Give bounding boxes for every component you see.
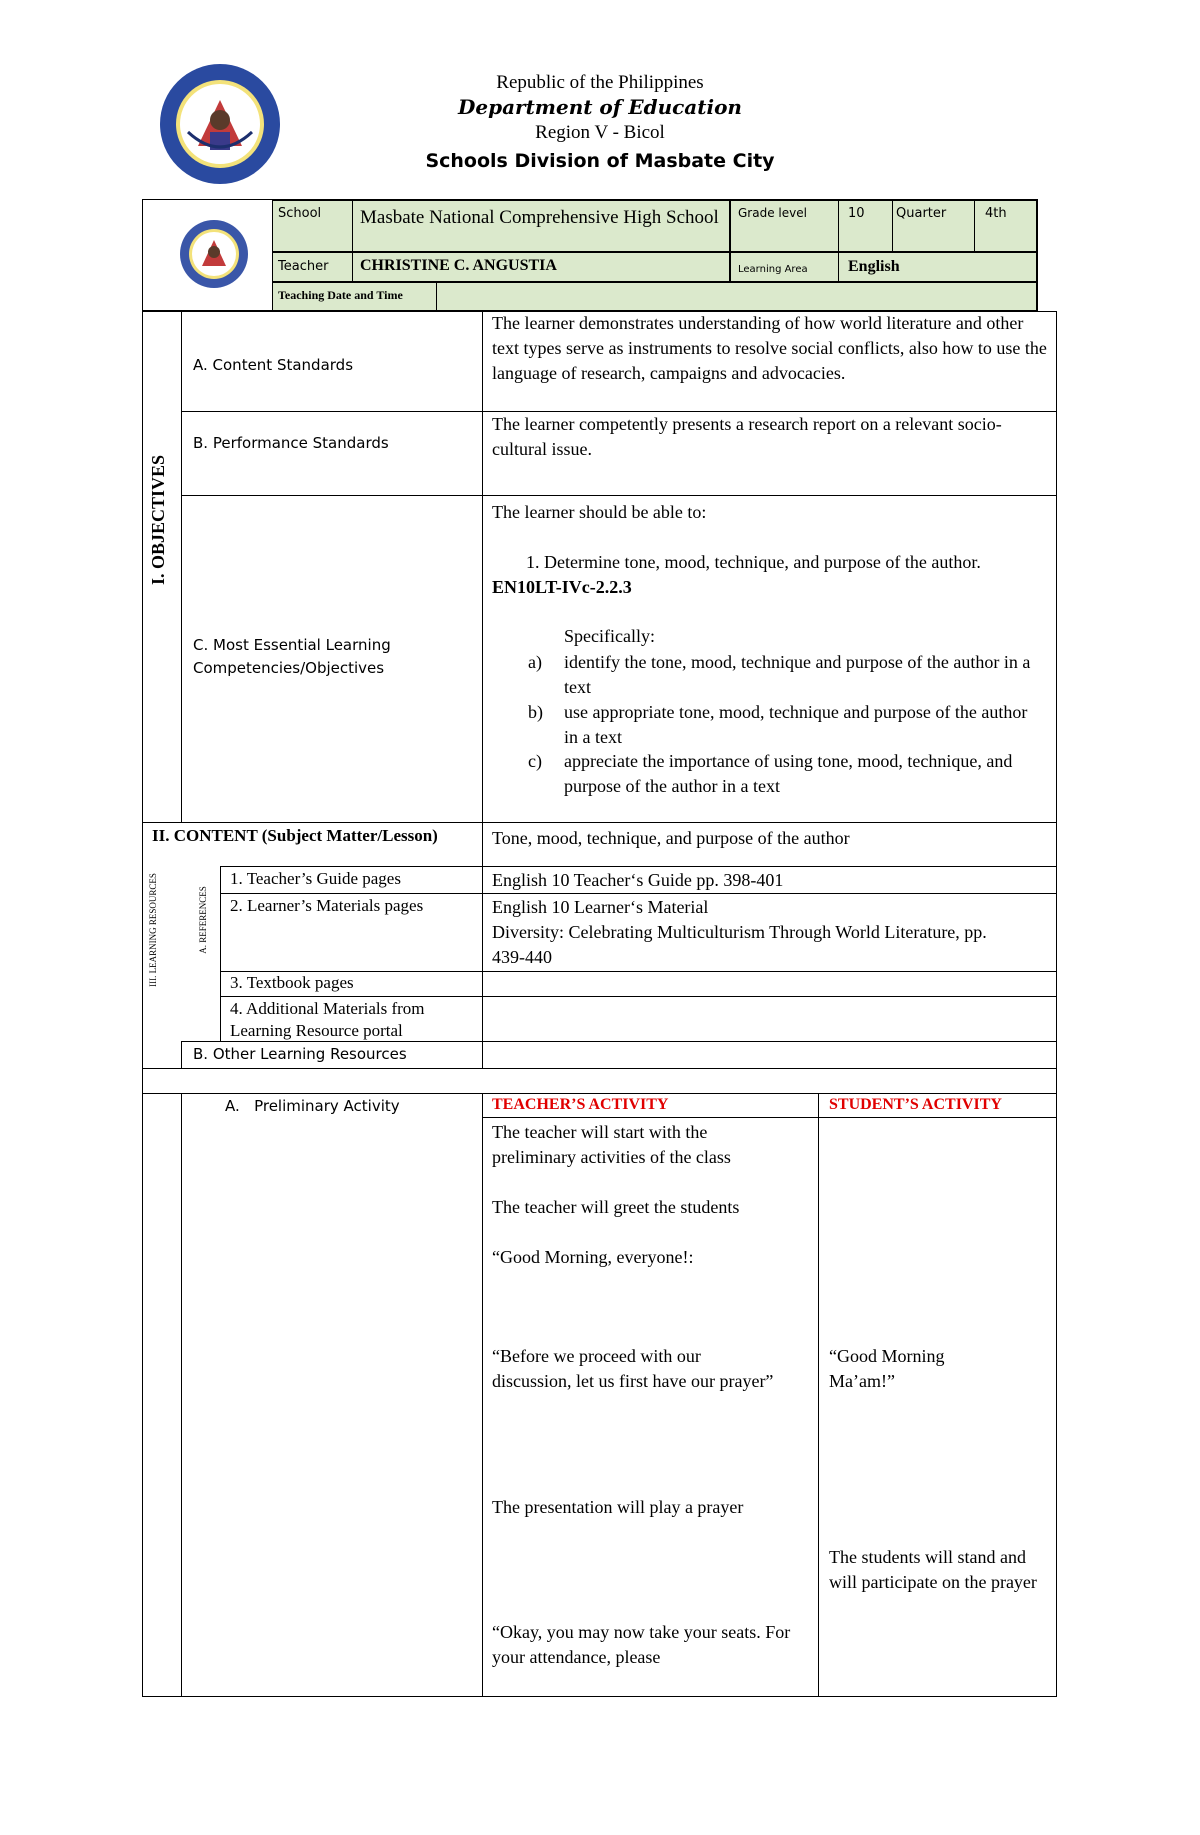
teacher-step: The teacher will greet the students	[492, 1197, 740, 1217]
objective-letter: c)	[528, 751, 542, 771]
header-region: Region V - Bicol	[535, 122, 665, 143]
tg-label: 1. Teacher’s Guide pages	[230, 869, 401, 888]
objective-item: identify the tone, mood, technique and purpose of the author in a text	[564, 652, 1031, 697]
area-value: English	[848, 258, 900, 275]
teacher-step: “Before we proceed with our discussion, let us first have our prayer”	[492, 1346, 774, 1391]
performance-standards-label: B. Performance Standards	[193, 434, 389, 452]
grade-value: 10	[848, 206, 865, 221]
header-republic: Republic of the Philippines	[496, 72, 704, 93]
deped-seal-small-icon	[178, 218, 250, 290]
student-response: The students will stand and will participate on the prayer	[829, 1547, 1037, 1592]
melc-main: 1. Determine tone, mood, technique, and purpose of the author. EN10LT-IVc-2.2.3	[492, 552, 981, 597]
objectives-section-label: I. OBJECTIVES	[148, 454, 168, 586]
student-response: “Good Morning Ma’am!”	[829, 1346, 945, 1391]
grade-value-cell	[838, 200, 894, 252]
tg-value: English 10 Teacher‘s Guide pp. 398-401	[492, 870, 784, 890]
teacher-activity-heading: TEACHER’S ACTIVITY	[492, 1096, 669, 1113]
school-label: School	[278, 206, 322, 221]
objective-item: use appropriate tone, mood, technique and purpose of the author in a text	[564, 702, 1028, 747]
student-activity-heading: STUDENT’S ACTIVITY	[829, 1096, 1002, 1113]
area-label: Learning Area	[738, 264, 808, 275]
objective-letter: b)	[528, 702, 543, 722]
objective-letter: a)	[528, 652, 542, 672]
other-resources-label: B. Other Learning Resources	[193, 1045, 407, 1063]
header-department: Department of Education	[458, 95, 742, 119]
objective-item: appreciate the importance of using tone, mood, technique, and purpose of the author in a text	[564, 751, 1013, 796]
teacher-step: The presentation will play a prayer	[492, 1497, 744, 1517]
lm-label: 2. Learner’s Materials pages	[230, 896, 424, 915]
lm-value-1: English 10 Learner‘s Material	[492, 897, 709, 917]
specifically-label: Specifically:	[564, 626, 655, 646]
additional-label: 4. Additional Materials from Learning Resource portal	[230, 999, 425, 1040]
references-label: A. REFERENCES	[198, 886, 208, 954]
melc-intro: The learner should be able to:	[492, 502, 707, 522]
content-standards-text: The learner demonstrates understanding of how world literature and other text types serve as instruments to resolve social conflicts, also how to use the language of research, campaigns and advocacies.	[492, 313, 1047, 383]
teacher-step: The teacher will start with the preliminary activities of the class	[492, 1122, 731, 1167]
teacher-value: CHRISTINE C. ANGUSTIA	[360, 257, 557, 274]
content-text: Tone, mood, technique, and purpose of the author	[492, 828, 850, 848]
teacher-step: “Good Morning, everyone!:	[492, 1247, 694, 1267]
header-division: Schools Division of Masbate City	[425, 150, 775, 172]
grade-label: Grade level	[738, 206, 807, 220]
preliminary-activity-label: A. Preliminary Activity	[225, 1097, 400, 1115]
date-label: Teaching Date and Time	[278, 288, 403, 302]
quarter-value: 4th	[985, 206, 1007, 221]
content-standards-label: A. Content Standards	[193, 356, 354, 374]
date-value-cell	[436, 282, 1037, 311]
lm-value-2: Diversity: Celebrating Multiculturism Through World Literature, pp. 439-440	[492, 922, 987, 967]
melc-code: EN10LT-IVc-2.2.3	[492, 577, 632, 597]
teacher-step: “Okay, you may now take your seats. For your attendance, please	[492, 1622, 791, 1667]
quarter-label: Quarter	[896, 206, 947, 221]
performance-standards-text: The learner competently presents a research report on a relevant socio-cultural issue.	[492, 414, 1002, 459]
textbook-label: 3. Textbook pages	[230, 973, 354, 992]
content-label: II. CONTENT (Subject Matter/Lesson)	[152, 826, 438, 845]
teacher-label: Teacher	[278, 259, 329, 274]
melc-label: C. Most Essential Learning Competencies/Objectives	[193, 636, 391, 677]
school-value: Masbate National Comprehensive High School	[360, 207, 719, 228]
resources-section-label: III. LEARNING RESOURCES	[148, 873, 158, 987]
